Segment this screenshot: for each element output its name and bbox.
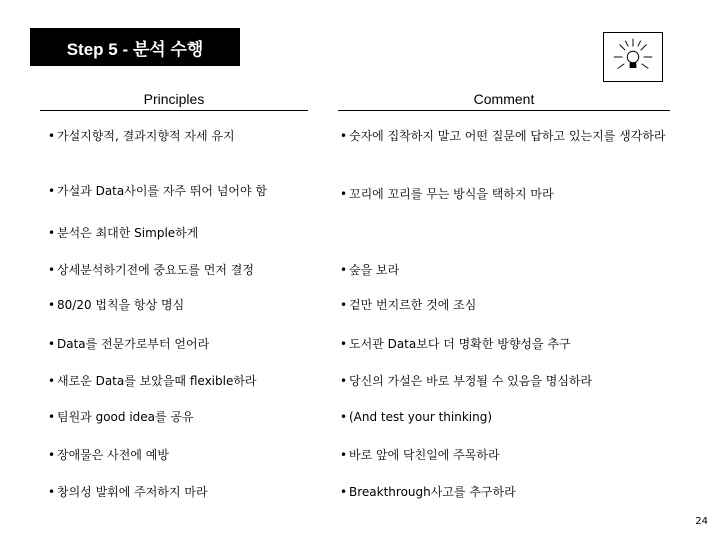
comment-item: • 당신의 가설은 바로 부정될 수 있음을 명심하라 — [340, 374, 593, 388]
principle-item: • 가설과 Data사이를 자주 뛰어 넘어야 함 — [48, 184, 268, 198]
comment-item: • 숲을 보라 — [340, 263, 400, 277]
comment-item: • 겉만 번지르한 것에 조심 — [340, 298, 477, 312]
principles-header: Principles — [40, 90, 308, 111]
comment-item: • 꼬리에 꼬리를 무는 방식을 택하지 마라 — [340, 187, 554, 201]
principle-item: • 상세분석하기전에 중요도를 먼저 결정 — [48, 263, 254, 277]
principle-item: • 80/20 법칙을 항상 명심 — [48, 298, 185, 312]
principle-item: • 팀원과 good idea를 공유 — [48, 410, 194, 424]
page-number: 24 — [695, 516, 708, 527]
principle-item: • Data를 전문가로부터 얻어라 — [48, 337, 210, 351]
principle-item: • 새로운 Data를 보았을때 flexible하라 — [48, 374, 257, 388]
comment-item: • Breakthrough사고를 추구하라 — [340, 485, 516, 499]
principle-item: • 분석은 최대한 Simple하게 — [48, 226, 199, 240]
comment-item: • (And test your thinking) — [340, 410, 493, 424]
comment-item: • 도서관 Data보다 더 명확한 방향성을 추구 — [340, 337, 571, 351]
principle-item: • 가설지향적, 결과지향적 자세 유지 — [48, 129, 235, 143]
principle-item: • 창의성 발휘에 주저하지 마라 — [48, 485, 208, 499]
comment-header: Comment — [338, 90, 670, 111]
comment-item: • 바로 앞에 닥친일에 주목하라 — [340, 448, 500, 462]
lightbulb-icon — [603, 32, 663, 82]
comment-item: • 숫자에 집착하지 말고 어떤 질문에 답하고 있는지를 생각하라 — [340, 129, 666, 143]
principle-item: • 장애물은 사전에 예방 — [48, 448, 169, 462]
slide-title: Step 5 - 분석 수행 — [30, 28, 240, 66]
